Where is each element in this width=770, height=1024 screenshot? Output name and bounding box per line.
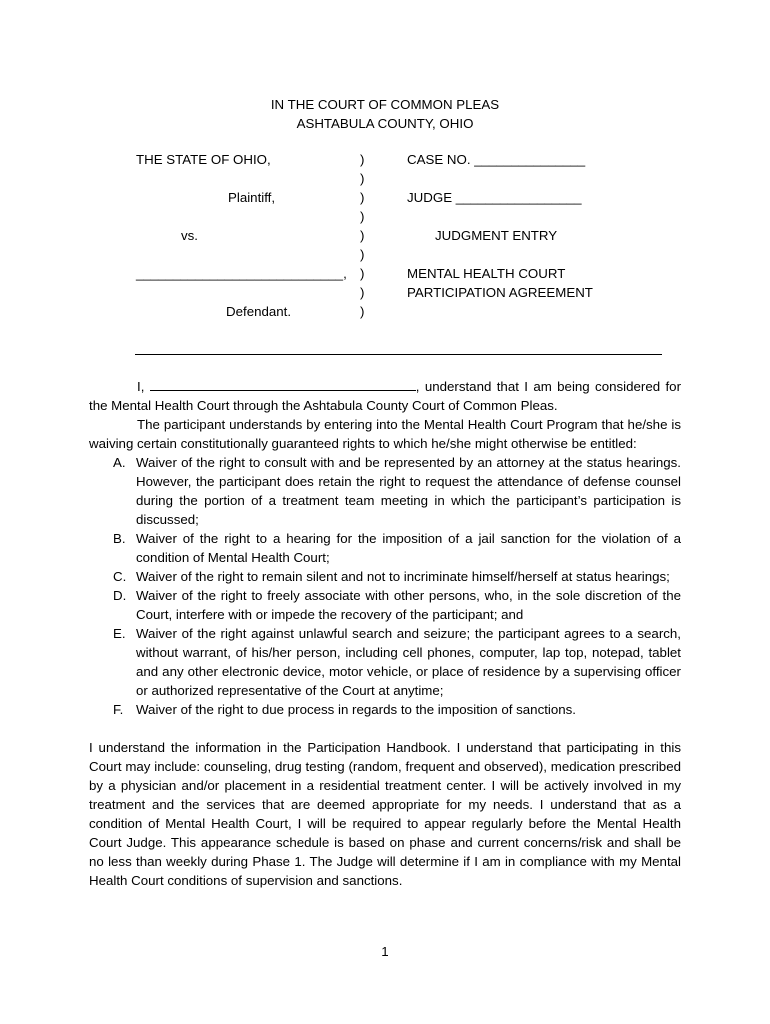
case-number-field[interactable]: CASE NO. _______________ <box>407 152 586 167</box>
list-item <box>89 586 681 624</box>
list-item-text: Waiver of the right to consult with and be represented by an attorney at the status hearings. However, the participant does retain the right to request the attendance of defense counsel during the portion of a treatment team meeting in which the participant’s participation is discussed; <box>136 455 681 527</box>
caption-paren: ) <box>360 228 365 243</box>
list-item <box>89 624 681 700</box>
list-item-text: Waiver of the right to due process in regards to the imposition of sanctions. <box>136 702 577 717</box>
caption-paren: ) <box>360 304 365 319</box>
judge-field[interactable]: JUDGE _________________ <box>407 190 582 205</box>
waiver-list <box>89 453 681 719</box>
caption-paren: ) <box>360 266 365 281</box>
list-item <box>89 453 681 529</box>
state-party: THE STATE OF OHIO, <box>136 152 271 167</box>
caption-paren: ) <box>360 171 365 186</box>
caption-paren: ) <box>360 152 365 167</box>
entry-title: JUDGMENT ENTRY <box>435 228 558 243</box>
list-item-text: Waiver of the right to a hearing for the imposition of a jail sanction for the violation of a condition of Mental Health Court; <box>136 531 681 565</box>
agreement-body <box>89 377 681 890</box>
caption-paren: ) <box>360 190 365 205</box>
agreement-title-line2: PARTICIPATION AGREEMENT <box>407 285 593 300</box>
county-name: ASHTABULA COUNTY, OHIO <box>296 116 474 131</box>
list-marker: C. <box>113 569 127 584</box>
list-item-text: Waiver of the right to freely associate with other persons, who, in the sole discretion of the Court, interfere with or impede the recovery of the participant; and <box>136 588 681 622</box>
participant-name-field[interactable] <box>150 377 416 391</box>
list-item-text: Waiver of the right to remain silent and not to incriminate himself/herself at status hearings; <box>136 569 670 584</box>
list-marker: F. <box>113 702 124 717</box>
page-number: 1 <box>381 944 389 959</box>
list-item <box>89 700 681 719</box>
caption-divider <box>360 150 364 321</box>
caption-paren: ) <box>360 247 365 262</box>
handbook-paragraph: I understand the information in the Participation Handbook. I understand that participating in this Court may include: counseling, drug testing (random, frequent and observed), medication prescribed by a physician and/or placement in a residential treatment center. I will be actively involved in my treatment and the services that are deemed appropriate for my needs. I understand that as a condition of Mental Health Court, I will be required to appear regularly before the Mental Health Court Judge. This appearance schedule is based on phase and current concerns/risk and shall be no less than weekly during Phase 1. The Judge will determine if I am in compliance with my Mental Health Court conditions of supervision and sanctions. <box>89 740 681 888</box>
versus-label: vs. <box>181 228 198 243</box>
understands-paragraph: The participant understands by entering into the Mental Health Court Program that he/she is waiving certain constitutionally guaranteed rights to which he/she might otherwise be entitled: <box>89 417 681 451</box>
court-name: IN THE COURT OF COMMON PLEAS <box>270 97 500 112</box>
intro-paragraph <box>89 377 681 415</box>
defendant-name-field[interactable]: ____________________________, <box>136 266 347 281</box>
court-heading <box>0 95 770 133</box>
intro-suffix: , understand that I am being considered for the Mental Health Court through the Ashtabula County Court of Common Pleas. <box>89 379 681 413</box>
list-item <box>89 529 681 567</box>
plaintiff-label: Plaintiff, <box>228 190 276 205</box>
caption-paren: ) <box>360 285 365 300</box>
defendant-label: Defendant. <box>226 304 292 319</box>
list-item-text: Waiver of the right against unlawful search and seizure; the participant agrees to a search, without warrant, of his/her person, including cell phones, computer, lap top, notepad, tablet and any other electronic device, motor vehicle, or place of residence by a supervising officer or authorized representative of the Court at anytime; <box>136 626 681 698</box>
caption-paren: ) <box>360 209 365 224</box>
agreement-title-line1: MENTAL HEALTH COURT <box>407 266 566 281</box>
list-marker: D. <box>113 588 127 603</box>
list-marker: E. <box>113 626 126 641</box>
intro-prefix: I, <box>137 379 150 394</box>
caption-divider-rule <box>135 354 662 355</box>
list-marker: B. <box>113 531 126 546</box>
list-item <box>89 567 681 586</box>
list-marker: A. <box>113 455 126 470</box>
